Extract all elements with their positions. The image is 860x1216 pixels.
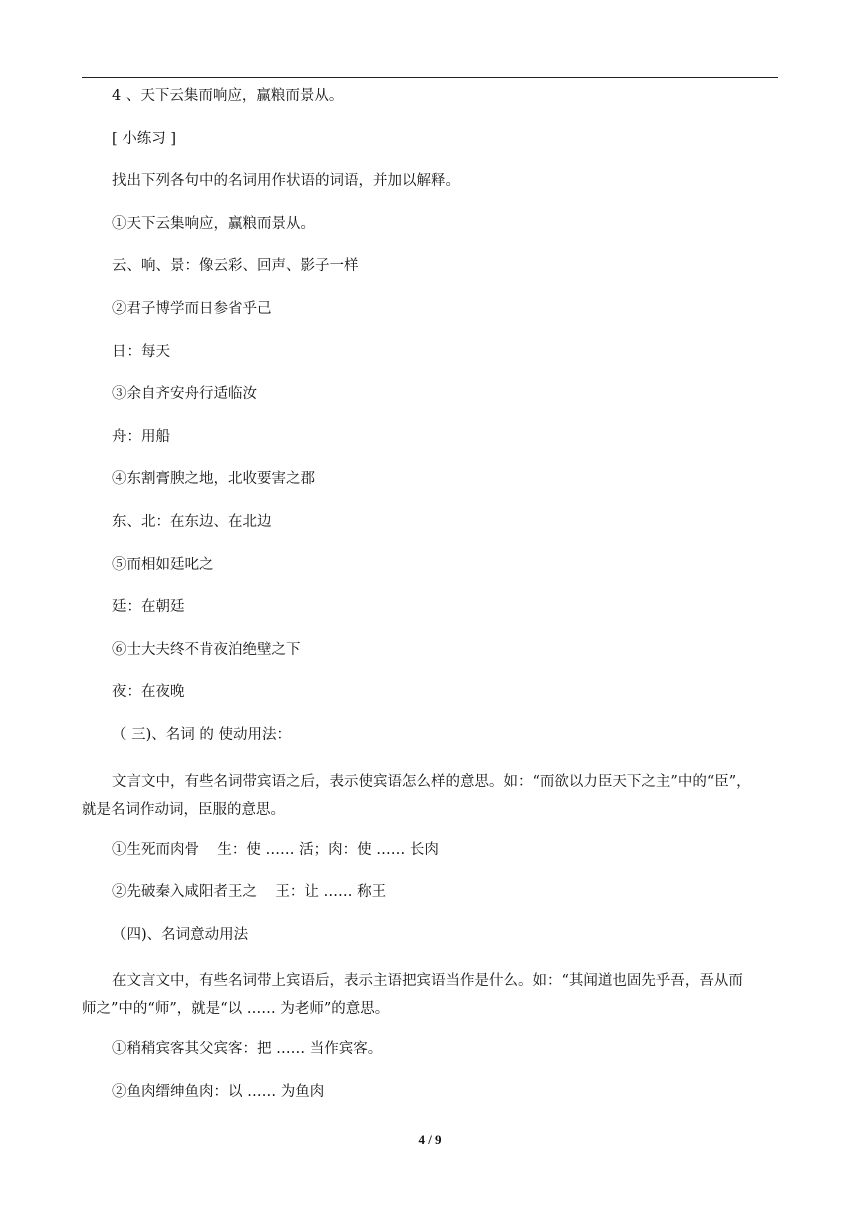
document-body — [82, 86, 778, 1124]
text-line: 找出下列各句中的名词用作状语的词语，并加以解释。 — [112, 173, 460, 190]
text-line: ⑥士大夫终不肯夜泊绝壁之下 — [112, 641, 301, 658]
text-line: ④东割膏腴之地，北收要害之郡 — [112, 471, 315, 488]
text-line: 云、响、景：像云彩、回声、影子一样 — [112, 258, 359, 275]
text-line: ③余自齐安舟行适临汝 — [112, 386, 257, 403]
text-line: ①天下云集响应，赢粮而景从。 — [112, 215, 315, 232]
text-line: 廷：在朝廷 — [112, 599, 185, 616]
text-line: 舟：用船 — [112, 428, 170, 445]
text-line: ⑤而相如廷叱之 — [112, 556, 214, 573]
section-heading: （四)、名词意动用法 — [112, 926, 249, 943]
text-line: [ 小练习 ] — [112, 130, 177, 147]
paragraph-causative — [82, 768, 778, 824]
text-line: ②先破秦入咸阳者王之 王：让 …… 称王 — [112, 884, 387, 901]
text-line: 4 、天下云集而响应，赢粮而景从。 — [112, 88, 344, 104]
page-number: 4 / 9 — [418, 1132, 442, 1147]
section-heading: （ 三)、名词 的 使动用法： — [112, 726, 291, 743]
text-line: ①生死而肉骨 生：使 …… 活；肉：使 …… 长肉 — [112, 841, 439, 858]
paragraph-line: 文言文中，有些名词带宾语之后，表示使宾语怎么样的意思。如：“而欲以力臣天下之主”中的“臣”， — [112, 773, 751, 790]
text-line: ①稍稍宾客其父宾客：把 …… 当作宾客。 — [112, 1041, 383, 1058]
paragraph-line: 在文言文中，有些名词带上宾语后，表示主语把宾语当作是什么。如：“其闻道也固先乎吾，吾从而 — [112, 973, 743, 990]
paragraph-line: 师之”中的“师”，就是“以 …… 为老师”的意思。 — [82, 1001, 390, 1018]
text-line: ②鱼肉缙绅鱼肉：以 …… 为鱼肉 — [112, 1083, 325, 1100]
text-line: 日：每天 — [112, 343, 170, 360]
paragraph-line: 就是名词作动词，臣服的意思。 — [82, 801, 285, 818]
paragraph-putative — [82, 967, 778, 1023]
text-line: ②君子博学而日参省乎己 — [112, 300, 272, 317]
text-line: 东、北：在东边、在北边 — [112, 513, 272, 530]
text-line: 夜：在夜晚 — [112, 684, 185, 701]
header-rule — [82, 77, 778, 78]
